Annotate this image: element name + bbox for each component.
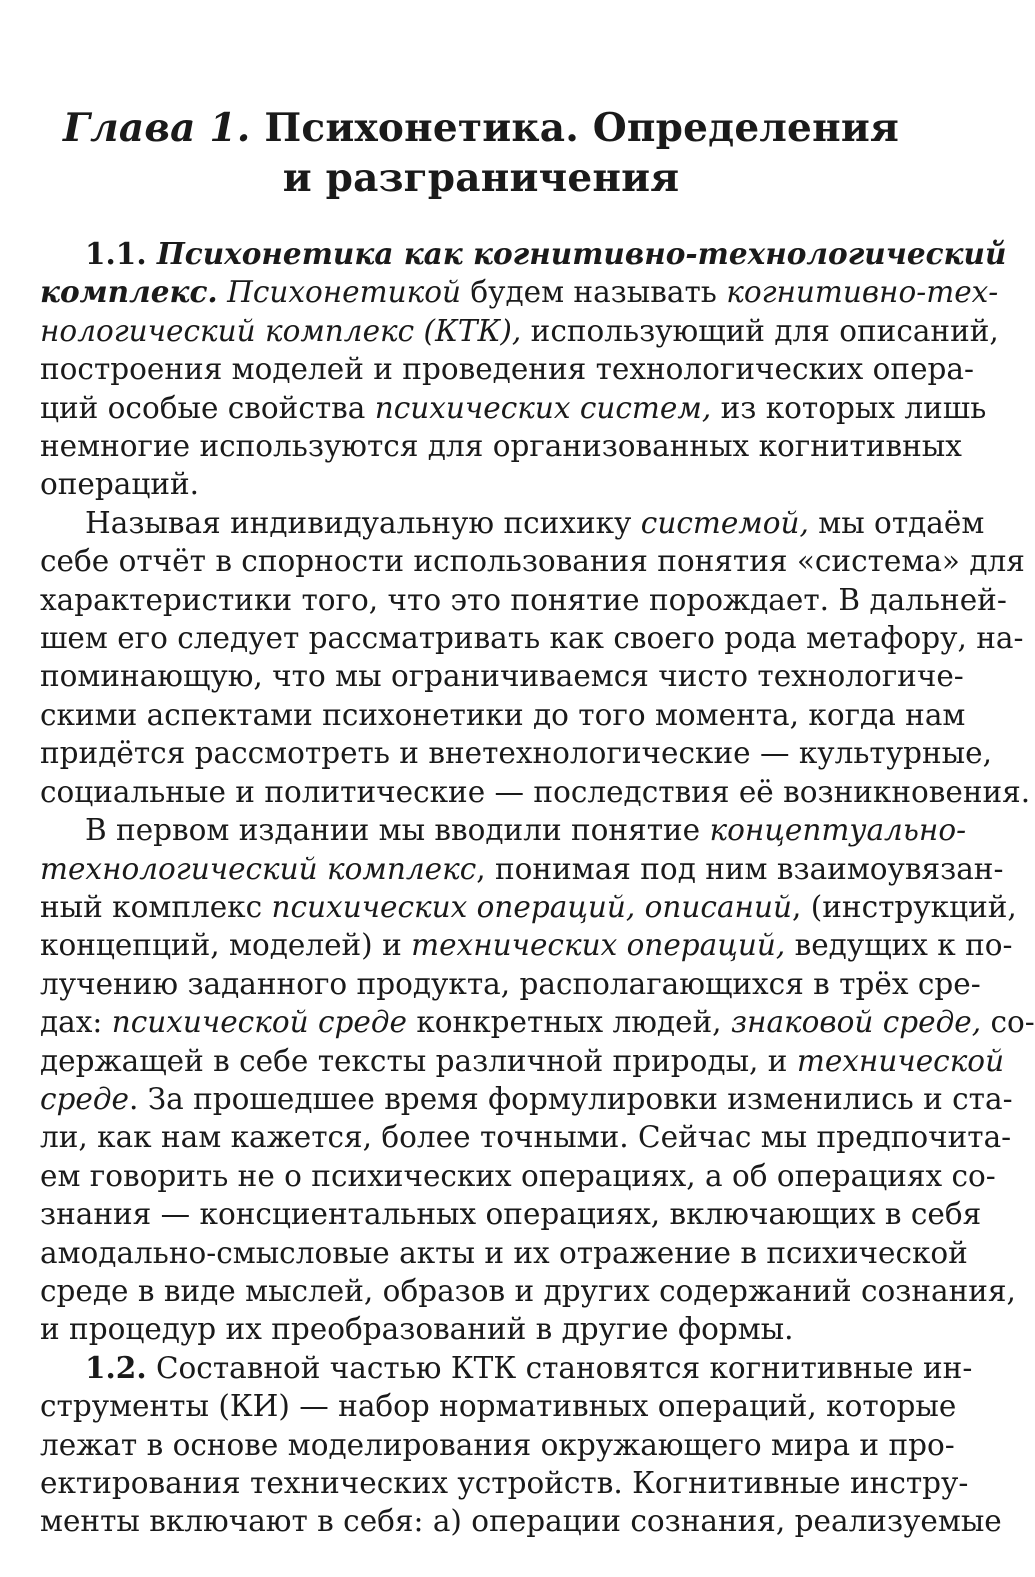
text-line — [40, 1310, 922, 1348]
text-line — [40, 1080, 1013, 1118]
text-segment: , (инструкций, — [791, 889, 1017, 924]
text-segment: психических систем, — [374, 390, 712, 425]
text-segment: из которых лишь — [711, 390, 987, 425]
text-segment: , понимая под ним взаимоувязан- — [476, 851, 1004, 886]
text-line — [40, 773, 1031, 811]
text-segment: струменты (КИ) — набор нормативных операций, которые — [40, 1389, 957, 1424]
text-line — [40, 235, 1007, 273]
text-segment: лучению заданного продукта, располагающихся в трёх сре- — [40, 966, 981, 1001]
text-segment: нологический комплекс (КТК), — [40, 313, 522, 348]
text-line — [40, 312, 999, 350]
text-segment: когнитивно-тех- — [726, 275, 999, 310]
text-segment: конкретных людей, — [406, 1005, 731, 1040]
text-segment: поминающую, что мы ограничиваемся чисто технологиче- — [40, 659, 964, 694]
text-line — [40, 1502, 1002, 1540]
text-segment: немногие используются для организованных когнитивных — [40, 429, 962, 464]
text-line — [40, 389, 987, 427]
text-segment: . За прошедшее время формулировки изменились и ста- — [129, 1081, 1013, 1116]
text-segment: скими аспектами психонетики до того момента, когда нам — [40, 697, 966, 732]
text-line — [40, 1195, 982, 1233]
section-1-2-paragraph — [40, 1349, 1002, 1541]
text-line — [40, 619, 1024, 657]
text-line — [40, 811, 967, 849]
text-line — [40, 926, 1013, 964]
text-segment: шем его следует рассматривать как своего рода метафору, на- — [40, 621, 1024, 656]
text-segment: психической среде — [111, 1005, 407, 1040]
text-line — [40, 504, 985, 542]
chapter-title — [40, 103, 922, 203]
body-text — [40, 235, 1035, 1541]
text-segment: технической — [796, 1043, 1005, 1078]
text-segment: 1.1. — [85, 236, 157, 271]
section-1-1-paragraph — [40, 235, 1007, 504]
text-line — [40, 888, 1017, 926]
chapter-label: Глава 1. — [63, 105, 251, 151]
text-segment: В первом издании мы вводили понятие — [85, 813, 710, 848]
text-segment: знаковой среде, — [730, 1005, 982, 1040]
text-line — [40, 1426, 955, 1464]
text-segment: Называя индивидуальную психику — [85, 505, 641, 540]
text-segment: использующий для описаний, — [521, 313, 999, 348]
text-line — [40, 350, 974, 388]
text-line — [40, 273, 999, 311]
text-line — [40, 965, 981, 1003]
text-segment: амодально-смысловые акты и их отражение в психической — [40, 1235, 968, 1270]
text-segment: ций особые свойства — [40, 390, 375, 425]
text-line — [40, 1157, 996, 1195]
paragraph-2 — [40, 504, 1031, 811]
text-segment: будем называть — [460, 275, 727, 310]
chapter-title-text: Психонетика. Определения — [264, 105, 899, 151]
text-segment: 1.2. — [85, 1349, 147, 1385]
text-segment: мы отдаём — [808, 505, 985, 540]
text-segment: характеристики того, что это понятие порождает. В дальней- — [40, 582, 1007, 617]
text-line — [40, 542, 1025, 580]
text-line — [40, 734, 992, 772]
text-segment: лежат в основе моделирования окружающего мира и про- — [40, 1427, 955, 1462]
text-segment: технологический комплекс — [40, 851, 477, 886]
text-segment: дах: — [40, 1005, 112, 1040]
text-segment: социальные и политические — последствия её возникновения. — [40, 774, 1031, 809]
text-segment: концепций, моделей) и — [40, 928, 412, 963]
text-line — [40, 1349, 973, 1387]
text-segment: технических операций, — [411, 928, 786, 963]
text-segment: построения моделей и проведения технологических опера- — [40, 352, 974, 387]
text-segment: себе отчёт в спорности использования понятия «система» для — [40, 544, 1025, 579]
text-segment: Психонетикой — [227, 275, 461, 310]
text-line — [40, 696, 966, 734]
text-line — [40, 657, 964, 695]
text-segment: комплекс. — [40, 274, 218, 310]
text-line — [40, 1464, 969, 1502]
paragraph-3 — [40, 811, 1035, 1349]
text-line — [40, 850, 1004, 888]
text-segment: ли, как нам кажется, более точными. Сейчас мы предпочита- — [40, 1120, 1012, 1155]
text-segment: ем говорить не о психических операциях, а об операциях со- — [40, 1158, 996, 1193]
text-segment: придётся рассмотреть и внетехнологические — культурные, — [40, 736, 992, 771]
text-segment: среде — [40, 1081, 130, 1116]
chapter-title-line-1 — [40, 103, 922, 153]
text-segment: Составной частью КТК становятся когнитивные ин- — [146, 1350, 973, 1385]
text-line — [40, 1118, 1012, 1156]
text-segment: системой, — [640, 505, 809, 540]
text-segment: концептуально- — [709, 813, 967, 848]
text-segment: ведущих к по- — [785, 928, 1013, 963]
text-segment: операций. — [40, 467, 200, 502]
text-segment: держащей в себе тексты различной природы, и — [40, 1043, 797, 1078]
book-page — [40, 0, 1035, 1541]
text-segment: Психонетика как когнитивно-технологический — [156, 236, 1007, 271]
text-segment: ный комплекс — [40, 889, 272, 924]
text-segment: психических операций, описаний — [271, 889, 792, 924]
text-line — [40, 465, 922, 503]
text-line — [40, 1272, 1016, 1310]
text-segment — [218, 275, 227, 309]
text-segment: среде в виде мыслей, образов и других содержаний сознания, — [40, 1273, 1016, 1308]
text-line — [40, 1234, 968, 1272]
text-line — [40, 427, 962, 465]
text-segment: со- — [981, 1005, 1035, 1040]
text-segment: и процедур их преобразований в другие формы. — [40, 1312, 794, 1347]
text-line — [40, 1042, 1005, 1080]
text-segment: знания — консциентальных операциях, включающих в себя — [40, 1197, 982, 1232]
text-line — [40, 1387, 957, 1425]
text-segment: менты включают в себя: а) операции сознания, реализуемые — [40, 1504, 1002, 1539]
text-line — [40, 1003, 1035, 1041]
chapter-title-line-2: и разграничения — [282, 155, 680, 201]
text-segment: ектирования технических устройств. Когнитивные инстру- — [40, 1466, 969, 1500]
text-line — [40, 581, 1007, 619]
